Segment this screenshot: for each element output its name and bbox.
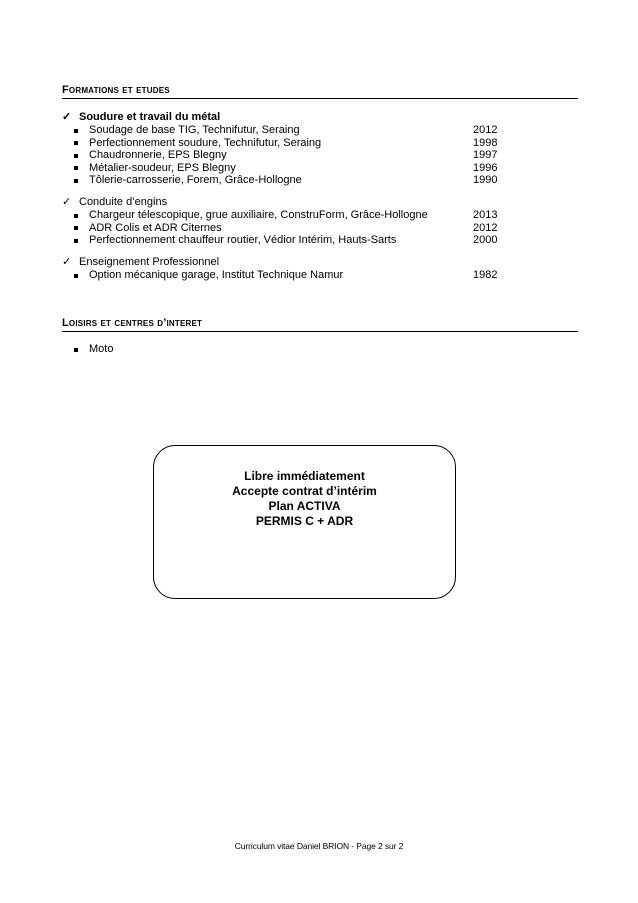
square-bullet-icon	[74, 239, 78, 243]
item-label: Soudage de base TIG, Technifutur, Seraing	[89, 124, 300, 136]
item-label: Tôlerie-carrosserie, Forem, Grâce-Hollogne	[89, 174, 302, 186]
item-label: Chargeur télescopique, grue auxiliaire, ConstruForm, Grâce-Hollogne	[89, 209, 428, 221]
group-title-text: Conduite d’engins	[79, 196, 168, 208]
group-title-text: Enseignement Professionnel	[79, 256, 220, 268]
group-title-text: Soudure et travail du métal	[79, 111, 221, 123]
list-item	[62, 234, 578, 247]
section-heading-formations: Formations et etudes	[62, 84, 578, 99]
checkmark-icon: ✓	[62, 256, 72, 268]
item-year: 1982	[473, 269, 498, 281]
availability-notice-box	[153, 445, 456, 599]
list-item	[62, 149, 578, 162]
list-item	[62, 269, 578, 282]
list-item	[62, 174, 578, 187]
square-bullet-icon	[74, 141, 78, 145]
square-bullet-icon	[74, 179, 78, 183]
list-item	[62, 222, 578, 235]
page-footer: Curriculum vitae Daniel BRION - Page 2 sur 2	[234, 841, 404, 851]
list-item	[62, 124, 578, 137]
notice-line: PERMIS C + ADR	[255, 514, 354, 528]
square-bullet-icon	[74, 274, 78, 278]
square-bullet-icon	[74, 154, 78, 158]
list-item	[62, 137, 578, 150]
list-item	[62, 343, 578, 356]
group-title	[62, 195, 578, 209]
notice-line: Accepte contrat d’intérim	[232, 484, 377, 498]
group-title	[62, 255, 578, 269]
formation-group-soudure	[62, 110, 578, 187]
item-label: Chaudronnerie, EPS Blegny	[89, 149, 227, 161]
loisirs-list	[62, 343, 578, 356]
notice-line: Libre immédiatement	[244, 469, 365, 483]
list-item	[62, 209, 578, 222]
notice-line: Plan ACTIVA	[268, 499, 341, 513]
item-label: Option mécanique garage, Institut Technique Namur	[89, 269, 344, 281]
item-label: ADR Colis et ADR Citernes	[89, 221, 222, 234]
group-title	[62, 110, 578, 124]
item-year: 2000	[473, 234, 498, 246]
square-bullet-icon	[74, 348, 78, 352]
item-label: Perfectionnement soudure, Technifutur, Seraing	[89, 136, 322, 149]
item-label: Métalier-soudeur, EPS Blegny	[89, 161, 236, 174]
item-year: 1996	[473, 161, 498, 174]
square-bullet-icon	[74, 166, 78, 170]
formation-group-enseignement	[62, 255, 578, 282]
list-item	[62, 162, 578, 175]
checkmark-icon: ✓	[62, 111, 72, 123]
formation-group-engins	[62, 195, 578, 247]
item-year: 1990	[473, 174, 498, 186]
item-year: 2012	[473, 221, 498, 234]
item-label: Perfectionnement chauffeur routier, Védior Intérim, Hauts-Sarts	[89, 234, 397, 246]
item-year: 1997	[473, 149, 498, 161]
item-year: 2013	[473, 209, 498, 221]
section-heading-loisirs: Loisirs et centres d’interet	[62, 317, 578, 332]
checkmark-icon: ✓	[62, 196, 72, 208]
square-bullet-icon	[74, 129, 78, 133]
item-label: Moto	[89, 343, 114, 355]
item-year: 1998	[473, 136, 498, 149]
square-bullet-icon	[74, 214, 78, 218]
item-year: 2012	[473, 124, 498, 136]
square-bullet-icon	[74, 226, 78, 230]
